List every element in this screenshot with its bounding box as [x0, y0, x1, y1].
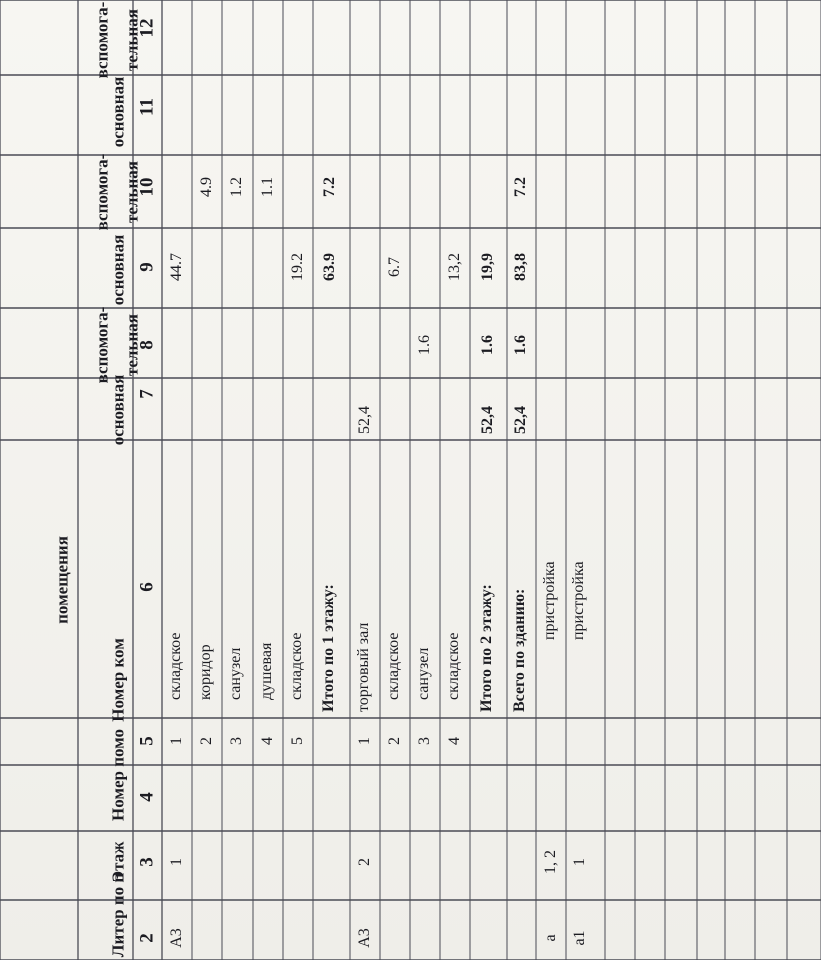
cell-room-number: 5: [289, 737, 306, 745]
cell-main-2: 19,9: [479, 253, 496, 281]
colnum-10: 10: [136, 177, 158, 197]
cell-main-2: 63.9: [321, 253, 338, 281]
cell-liter: а1: [571, 930, 588, 946]
cell-floor: 1, 2: [542, 850, 559, 874]
cell-room-number: 3: [416, 737, 433, 745]
cell-room-name: складское: [167, 632, 184, 700]
cell-aux-2: 7.2: [321, 177, 338, 197]
cell-liter: а: [542, 934, 559, 942]
header-aux-2b: тельная: [122, 161, 142, 223]
header-premise-number: Номер помо: [108, 728, 128, 822]
cell-main-2: 19.2: [289, 253, 306, 281]
cell-room-name: коридор: [197, 644, 214, 700]
header-premises: помещения: [52, 536, 72, 624]
cell-room-number: 3: [228, 737, 245, 745]
colnum-8: 8: [136, 340, 158, 350]
header-aux-3a: вспомога-: [92, 1, 112, 79]
header-liter: Литер по п: [108, 872, 128, 958]
cell-room-name: складское: [288, 632, 305, 700]
colnum-11: 11: [136, 98, 158, 116]
header-aux-1b: тельная: [122, 314, 142, 376]
cell-aux-2: 7.2: [512, 177, 529, 197]
cell-room-name: Итого по 1 этажу:: [320, 584, 337, 712]
header-main-1: основная: [108, 374, 128, 446]
cell-room-number: 2: [386, 737, 403, 745]
cell-main-2: 6.7: [386, 257, 403, 277]
cell-room-name: складское: [445, 632, 462, 700]
cell-liter: А3: [356, 928, 373, 948]
header-aux-1a: вспомога-: [92, 306, 112, 384]
cell-room-name: пристройка: [570, 561, 587, 640]
colnum-6: 6: [136, 582, 158, 592]
cell-room-name: пристройка: [541, 561, 558, 640]
colnum-4: 4: [136, 792, 158, 802]
colnum-7: 7: [136, 389, 158, 399]
cell-room-name: Всего по зданию:: [511, 588, 528, 712]
header-floor: Этаж: [108, 841, 128, 883]
cell-main-2: 83,8: [512, 253, 529, 281]
cell-aux-1: 1.6: [416, 335, 433, 355]
cell-room-name: складское: [385, 632, 402, 700]
cell-room-name: санузел: [227, 647, 244, 700]
cell-aux-2: 1.2: [228, 177, 245, 197]
cell-aux-1: 1.6: [479, 335, 496, 355]
header-main-2: основная: [108, 234, 128, 306]
cell-room-name: Итого по 2 этажу:: [478, 584, 495, 712]
cell-aux-2: 1.1: [259, 177, 276, 197]
colnum-5: 5: [136, 736, 158, 746]
cell-main-2: 13,2: [446, 253, 463, 281]
colnum-9: 9: [136, 262, 158, 272]
header-aux-3b: тельная: [122, 9, 142, 71]
cell-floor: 1: [571, 858, 588, 866]
cell-main-1: 52,4: [512, 406, 529, 434]
colnum-12: 12: [136, 18, 158, 38]
header-aux-2a: вспомога-: [92, 153, 112, 231]
cell-room-name: санузел: [415, 647, 432, 700]
colnum-3: 3: [136, 857, 158, 867]
cell-room-name: душевая: [258, 642, 275, 700]
cell-floor: 2: [356, 858, 373, 866]
colnum-2: 2: [136, 933, 158, 943]
cell-floor: 1: [168, 858, 185, 866]
cell-main-1: 52,4: [479, 406, 496, 434]
cell-aux-2: 4.9: [198, 177, 215, 197]
cell-liter: А3: [168, 928, 185, 948]
cell-room-number: 1: [168, 737, 185, 745]
cell-aux-1: 1.6: [512, 335, 529, 355]
cell-room-number: 2: [198, 737, 215, 745]
cell-room-name: торговый зал: [355, 622, 372, 712]
cell-room-number: 4: [259, 737, 276, 745]
cell-main-1: 52,4: [356, 406, 373, 434]
header-room-number: Номер ком: [108, 638, 128, 722]
cell-room-number: 4: [446, 737, 463, 745]
header-main-3: основная: [108, 76, 128, 148]
cell-room-number: 1: [356, 737, 373, 745]
cell-main-2: 44.7: [168, 253, 185, 281]
